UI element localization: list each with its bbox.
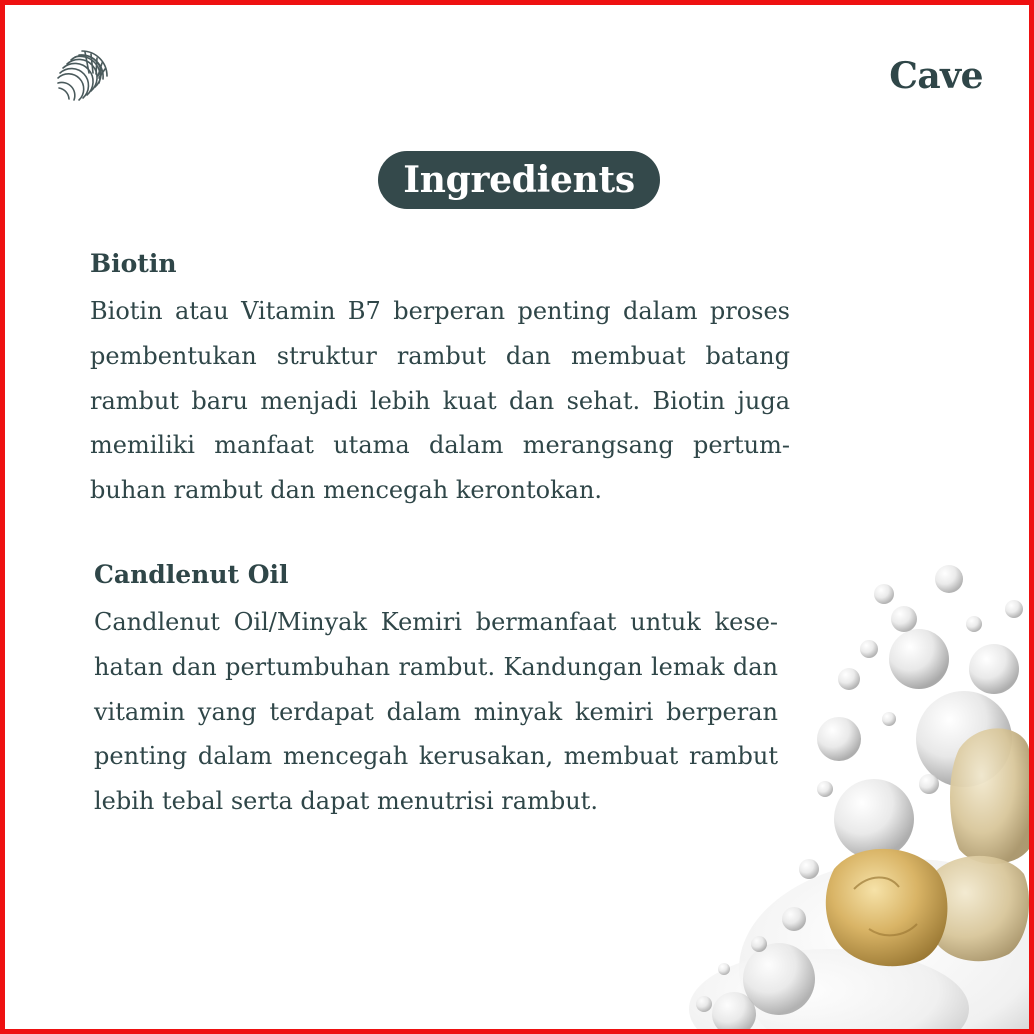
candlenut-foam-illustration	[629, 549, 1029, 1029]
ingredient-description: Candlenut Oil/Minyak Kemiri bermanfaat untuk kesehatan dan pertumbuhan rambut. Kandungan lemak dan vitamin yang terdapat dalam minyak kemiri berperan penting dalam mencegah kerusakan, membuat rambut lebih tebal serta dapat menutrisi rambut.	[94, 608, 778, 816]
ingredient-description: Biotin atau Vitamin B7 berperan penting dalam proses pembentukan struktur rambut dan membuat batang rambut baru menjadi lebih kuat dan sehat. Biotin juga memiliki manfaat utama dalam merangsang pertumbuhan rambut dan mencegah kerontokan.	[90, 297, 790, 505]
ingredient-heading: Candlenut Oil	[94, 560, 289, 589]
ingredient-heading: Biotin	[90, 249, 177, 278]
page-title	[378, 151, 660, 209]
sunburst-icon	[49, 43, 115, 109]
ingredient-biotin	[90, 245, 790, 513]
page-title-text: Ingredients	[403, 159, 635, 201]
brand-name: Cave	[889, 55, 983, 97]
